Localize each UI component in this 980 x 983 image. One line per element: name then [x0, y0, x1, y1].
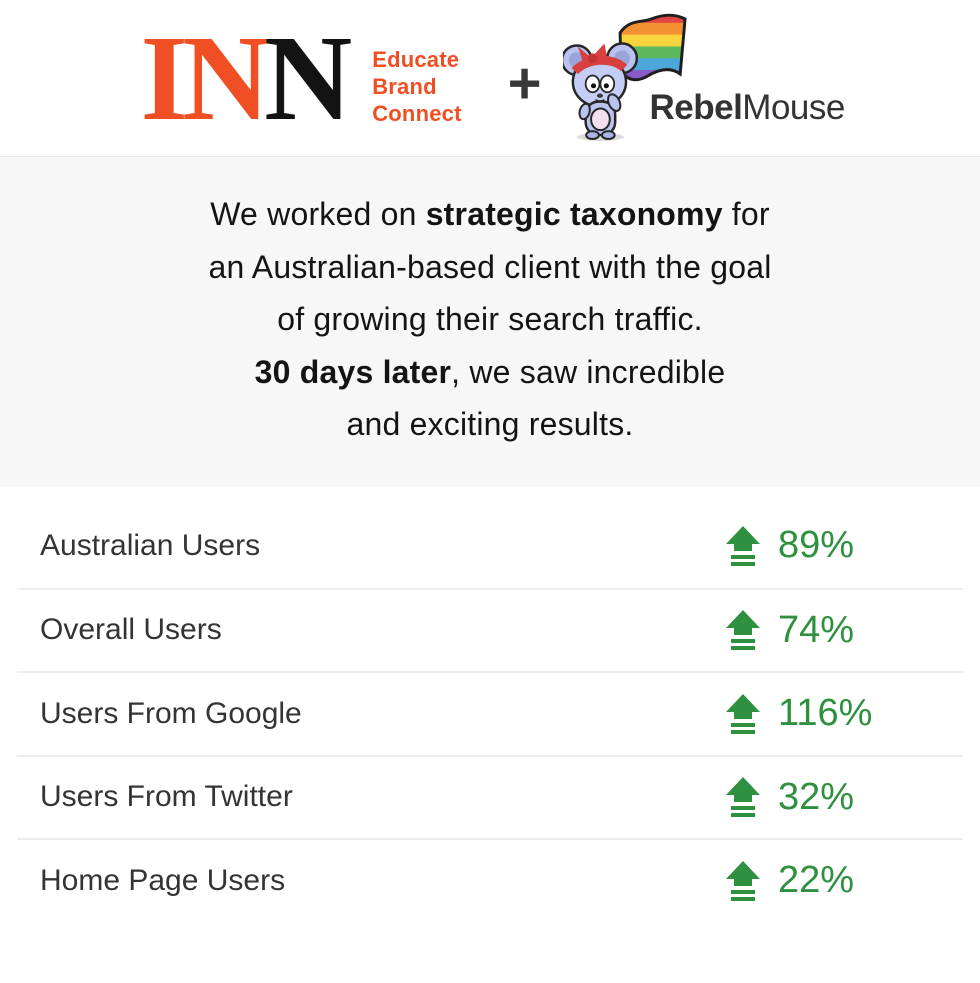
intro-line-2: an Australian-based client with the goal — [208, 248, 772, 285]
stat-value: 116% — [778, 692, 873, 735]
stat-row-users-from-twitter — [17, 755, 963, 839]
mascot-nose — [597, 94, 603, 98]
mascot-belly — [592, 108, 611, 130]
stat-row-users-from-google — [17, 671, 963, 755]
intro-line-4: 30 days later, we saw incredible — [254, 353, 726, 390]
intro-section — [0, 156, 980, 487]
tagline-line-connect: Connect — [372, 100, 462, 126]
educate-brand-connect-tagline — [372, 46, 461, 127]
increase-arrow-icon — [726, 777, 760, 817]
stat-value: 89% — [778, 524, 855, 567]
rebelmouse-wordmark-bold: Rebel — [649, 88, 743, 127]
intro-line-1: We worked on strategic taxonomy for — [210, 196, 770, 232]
stat-metric — [726, 524, 963, 567]
stats-list — [0, 487, 980, 922]
increase-arrow-icon — [726, 694, 760, 734]
stat-row-australian-users — [17, 504, 963, 588]
stat-label: Users From Google — [40, 696, 302, 730]
increase-arrow-icon — [726, 526, 760, 566]
stat-metric — [726, 609, 963, 652]
stat-label: Users From Twitter — [40, 780, 293, 814]
stat-value: 22% — [778, 859, 855, 902]
tagline-line-educate: Educate — [372, 46, 460, 72]
increase-arrow-icon — [726, 610, 760, 650]
plus-sign: + — [507, 51, 542, 116]
inn-logo — [140, 11, 347, 146]
stat-value: 32% — [778, 775, 855, 818]
inn-black-letter: N — [264, 11, 347, 146]
stat-label: Home Page Users — [40, 863, 286, 897]
stat-row-overall-users — [17, 588, 963, 672]
intro-line-5: and exciting results. — [346, 406, 634, 443]
rebelmouse-logo — [567, 11, 845, 145]
stat-row-home-page-users — [17, 838, 963, 922]
stat-metric — [726, 776, 963, 819]
inn-orange-letters: IN — [140, 11, 265, 146]
stat-metric — [726, 859, 963, 902]
stat-metric — [726, 692, 963, 735]
stat-label: Overall Users — [40, 613, 222, 647]
rebelmouse-wordmark-regular: Mouse — [742, 88, 845, 127]
stat-value: 74% — [778, 608, 855, 651]
intro-line-3: of growing their search traffic. — [277, 301, 703, 338]
tagline-line-brand: Brand — [372, 73, 437, 99]
stat-label: Australian Users — [40, 528, 261, 562]
rebelmouse-wordmark — [649, 90, 844, 125]
increase-arrow-icon — [726, 861, 760, 901]
logo-header — [0, 0, 980, 156]
